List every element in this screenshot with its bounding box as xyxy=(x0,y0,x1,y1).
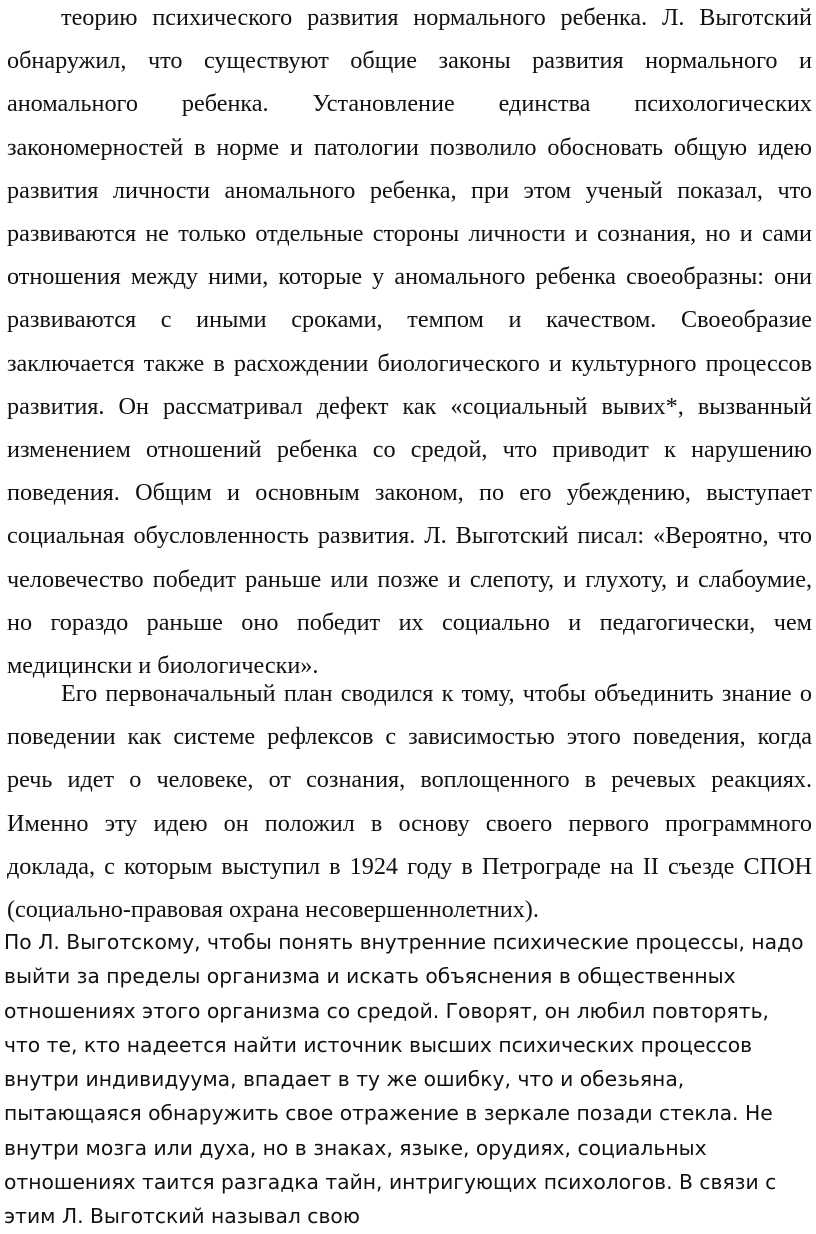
paragraph-initial-plan: Его первоначальный план сводился к тому, чтобы объединить знание о поведении как системе рефлексов с зависимостью этого поведения, когда речь идет о человеке, от сознания, воплощенного в речевых реакциях. Именно эту идею он положил в основу своего первого программного доклада, с которым выступил в 1924 году в Петрограде на II съезде СПОН (социально-правовая охрана несовершеннолетних). xyxy=(7,680,812,924)
paragraph-defect-theory: теорию психического развития нормального ребенка. Л. Выготский обнаружил, что существуют общие законы развития нормального и аномального ребенка. Установление единства психологических закономерностей в норме и патологии позволило обосновать общую идею развития личности аномального ребенка, при этом ученый показал, что развиваются не только отдельные стороны личности и сознания, но и сами отношения между ними, которые у аномального ребенка своеобразны: они развиваются с иными сроками, темпом и качеством. Своеобразие заключается также в расхождении биологического и культурного процессов развития. Он рассматривал дефект как «социальный вывих*, вызванный изменением отношений ребенка со средой, что приводит к нарушению поведения. Общим и основным законом, по его убеждению, выступает социальная обусловленность развития. Л. Выготский писал: «Вероятно, что человечество победит раньше или позже и слепоту, и глухоту, и слабоумие, но гораздо раньше оно победит их социально и педагогически, чем медицински и биологически». xyxy=(7,4,812,680)
paragraph-vygotsky-mind: По Л. Выготскому, чтобы понять внутренние психические процессы, надо выйти за пределы организма и искать объяснения в общественных отношениях этого организма со средой. Говорят, он любил повторять, что те, кто надеется найти источник высших психических процессов внутри индивидуума, впадает в ту же ошибку, что и обезьяна, пытающаяся обнаружить свое отражение в зеркале позади стекла. Не внутри мозга или духа, но в знаках, языке, орудиях, социальных отношениях таится разгадка тайн, интригующих психологов. В связи с этим Л. Выготский называл свою xyxy=(4,930,804,1229)
